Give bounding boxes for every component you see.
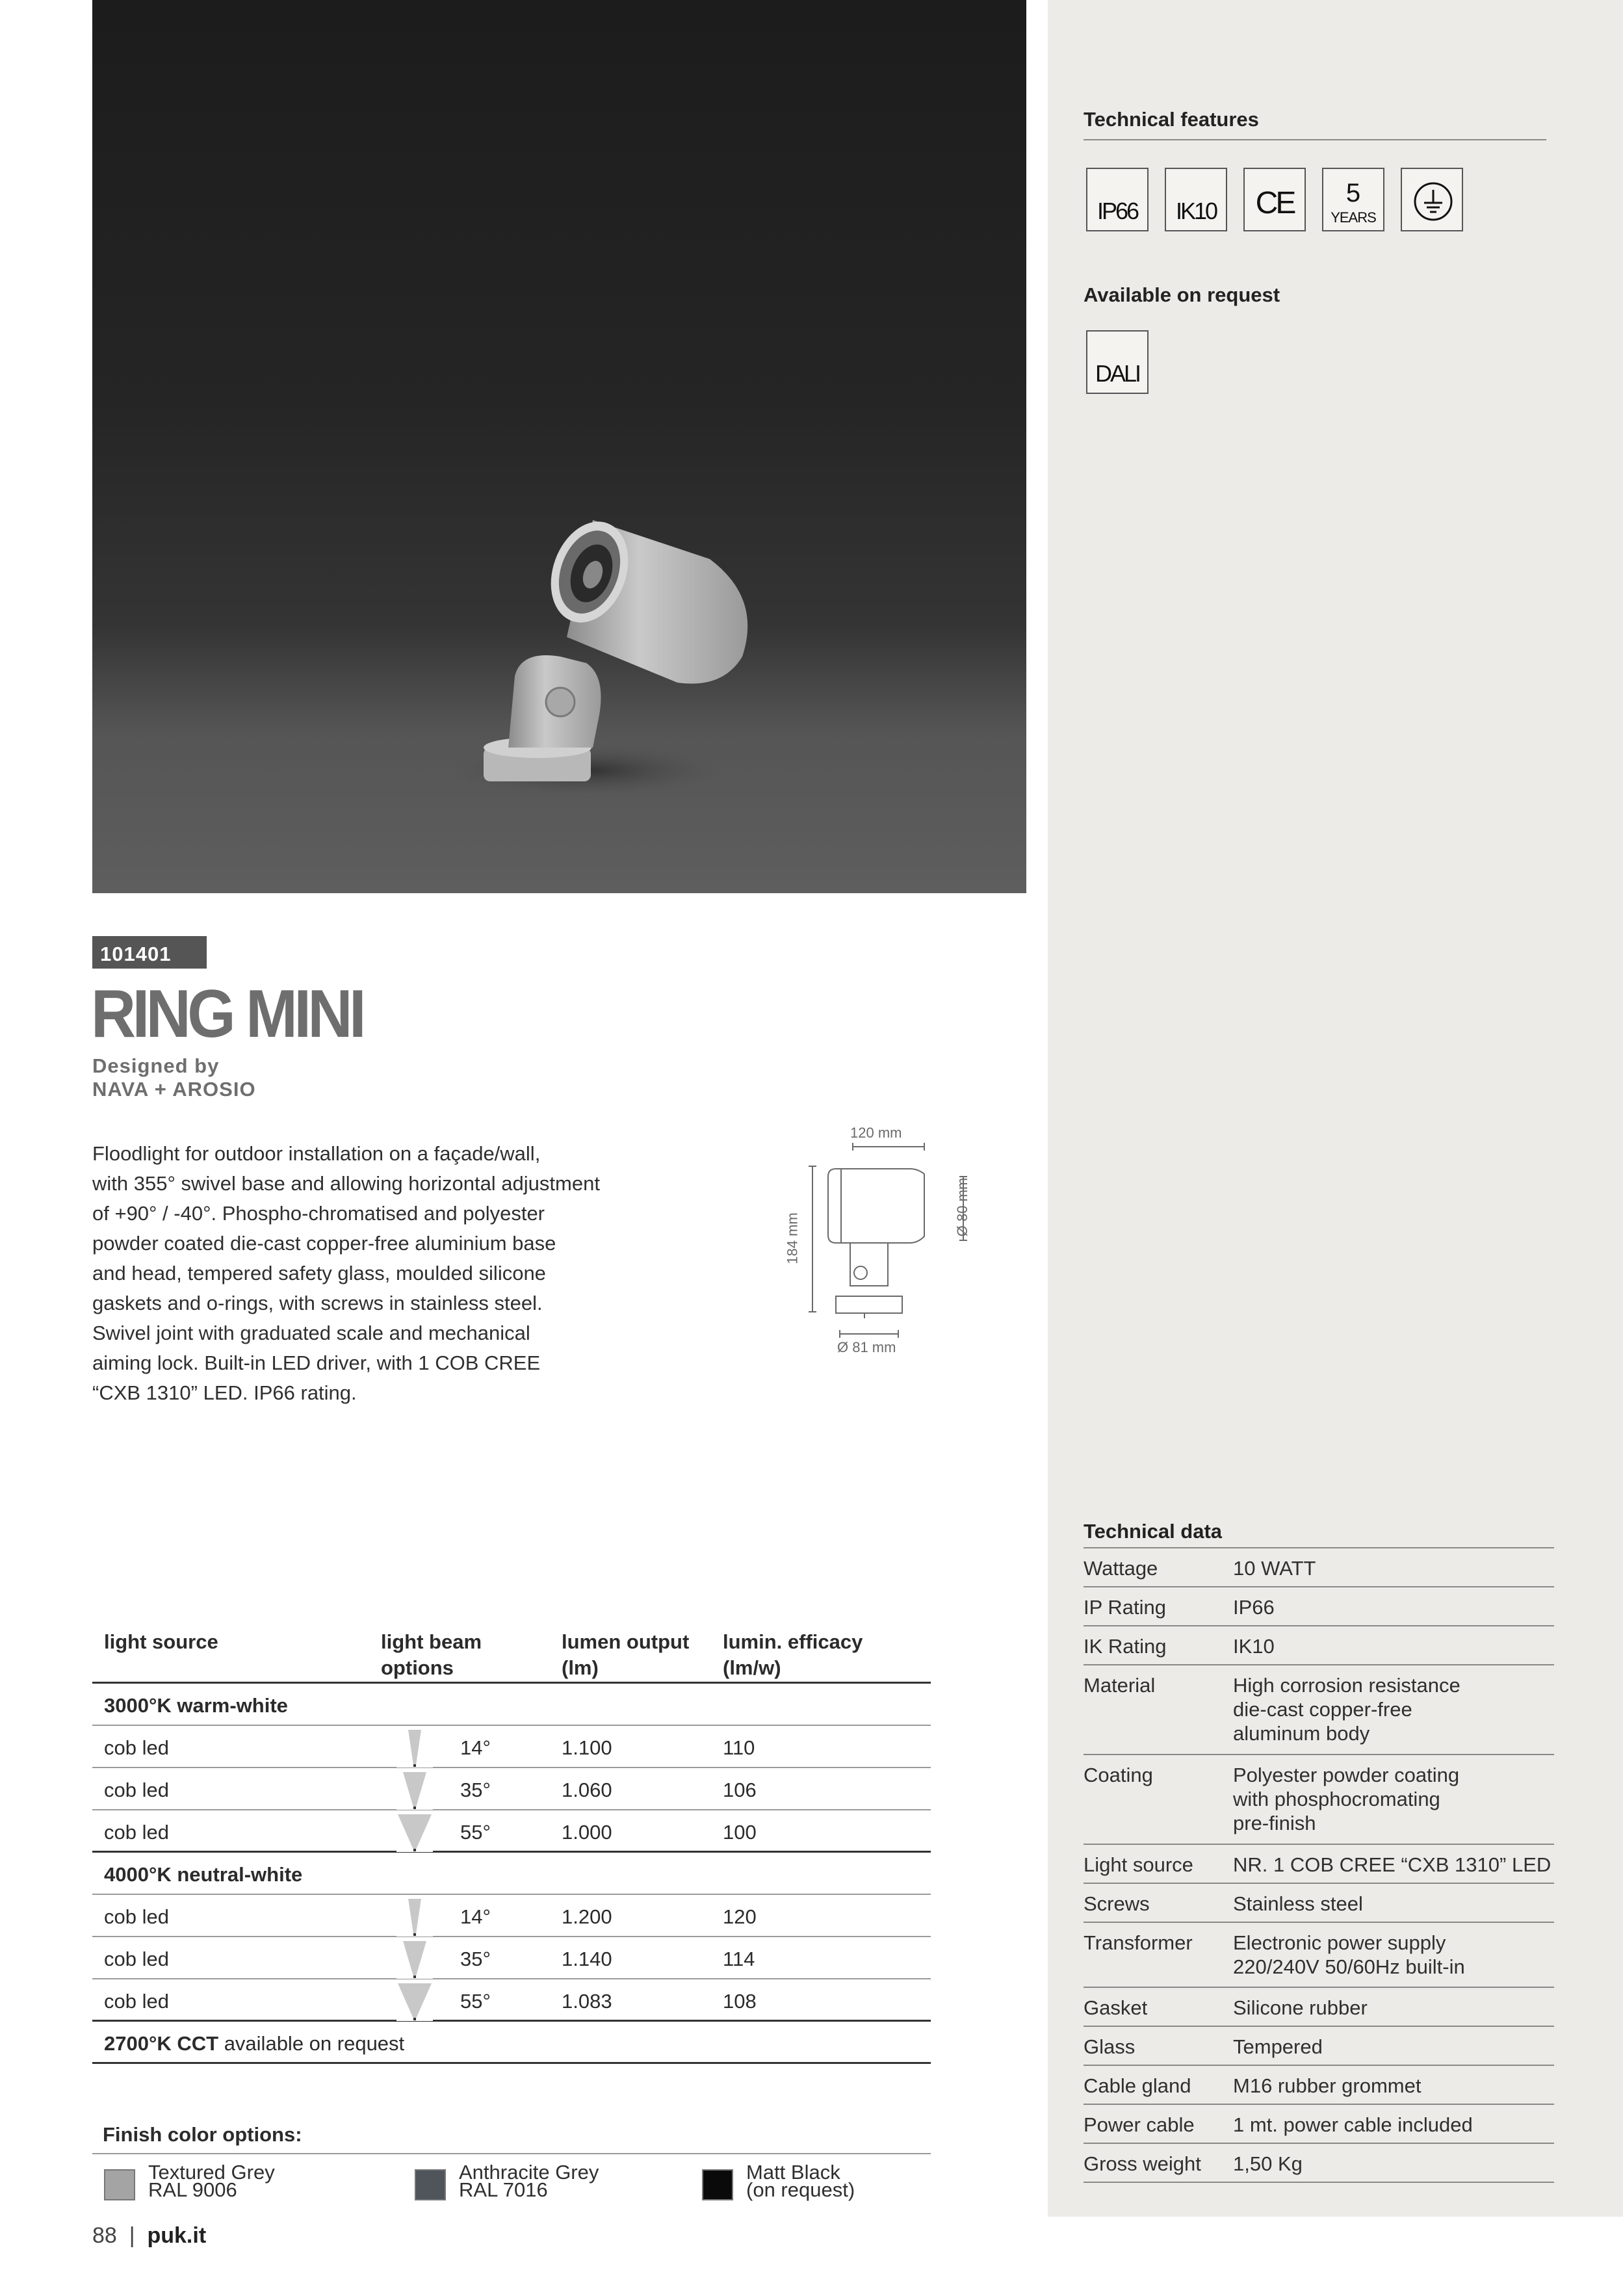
technical-data-row — [1084, 1923, 1554, 1988]
technical-data-value — [1233, 1763, 1554, 1835]
lumen-cell: 1.200 — [562, 1905, 612, 1928]
technical-data-value-line: NR. 1 COB CREE “CXB 1310” LED — [1233, 1853, 1552, 1876]
table-row — [92, 1895, 931, 1937]
designer-names: NAVA + AROSIO — [92, 1078, 256, 1101]
technical-data-value-line: 1 mt. power cable included — [1233, 2113, 1473, 2136]
technical-data-value — [1233, 2035, 1554, 2059]
technical-data-value-line: Polyester powder coating — [1233, 1764, 1460, 1786]
beam-angle-cell: 14° — [460, 1736, 491, 1759]
technical-data-row — [1084, 2144, 1554, 2183]
efficacy-cell: 120 — [723, 1905, 757, 1928]
description-line: of +90° / -40°. Phospho-chromatised and polyester — [92, 1202, 545, 1225]
technical-data-value — [1233, 1853, 1554, 1877]
group-row — [92, 1853, 931, 1895]
protective-earth-icon — [1401, 168, 1463, 231]
technical-data-value — [1233, 2152, 1554, 2176]
efficacy-cell: 100 — [723, 1821, 757, 1844]
warranty-years-number: 5 — [1345, 179, 1361, 207]
dimension-sketch — [773, 1118, 981, 1365]
technical-data-key: Wattage — [1084, 1557, 1158, 1580]
cct-note-bold: 2700°K CCT — [104, 2032, 219, 2055]
lumen-cell: 1.100 — [562, 1736, 612, 1759]
technical-data-value-line: 220/240V 50/60Hz built-in — [1233, 1955, 1465, 1978]
table-row — [92, 1810, 931, 1853]
description-line: aiming lock. Built-in LED driver, with 1 COB CREE — [92, 1351, 541, 1374]
technical-data-value — [1233, 1634, 1554, 1658]
light-beam-icon — [396, 1941, 433, 1979]
lumen-cell: 1.083 — [562, 1990, 612, 2013]
technical-data-key: Coating — [1084, 1764, 1153, 1786]
technical-data-value — [1233, 1673, 1554, 1745]
table-row — [92, 1768, 931, 1810]
finish-option-text — [459, 2161, 599, 2201]
floodlight-illustration — [92, 0, 1026, 893]
group-label: 3000°K warm-white — [104, 1694, 288, 1717]
technical-data-value-line: aluminum body — [1233, 1722, 1370, 1745]
designed-by-label: Designed by — [92, 1054, 220, 1077]
ce-mark-icon — [1243, 168, 1306, 231]
technical-data-row — [1084, 1587, 1554, 1626]
description-line: gaskets and o-rings, with screws in stainless steel. — [92, 1292, 543, 1314]
table-note-row — [92, 2022, 931, 2064]
table-row — [92, 1726, 931, 1768]
beam-angle-cell: 55° — [460, 1990, 491, 2013]
technical-data-key: IK Rating — [1084, 1635, 1167, 1658]
product-code: 101401 — [92, 936, 207, 969]
description-line: powder coated die-cast copper-free aluminium base — [92, 1232, 556, 1255]
product-photo — [92, 0, 1026, 893]
finish-title: Finish color options: — [103, 2123, 302, 2146]
light-beam-icon — [396, 1772, 433, 1810]
technical-data-row — [1084, 2066, 1554, 2105]
description-line: “CXB 1310” LED. IP66 rating. — [92, 1381, 357, 1404]
ip66-icon — [1086, 168, 1149, 231]
technical-data-key: Power cable — [1084, 2113, 1195, 2136]
technical-data-key: Material — [1084, 1674, 1156, 1697]
finish-code: (on request) — [746, 2178, 855, 2201]
technical-data-value — [1233, 2113, 1554, 2137]
website-link[interactable]: puk.it — [147, 2223, 207, 2248]
available-on-request-title: Available on request — [1084, 283, 1280, 306]
light-source-cell: cob led — [104, 1990, 169, 2013]
product-name: RING MINI — [91, 976, 363, 1052]
technical-data-row — [1084, 1626, 1554, 1665]
light-source-table — [92, 1619, 931, 2064]
swatch-textured-grey — [104, 2169, 135, 2200]
height-label: 184 mm — [784, 1212, 801, 1264]
light-beam-icon — [396, 1814, 433, 1852]
technical-data-value — [1233, 1556, 1554, 1580]
col-light-source: light source — [104, 1630, 218, 1653]
designer-credit — [92, 1054, 256, 1101]
light-source-cell: cob led — [104, 1736, 169, 1759]
technical-data-key: Glass — [1084, 2035, 1136, 2058]
technical-data-table — [1084, 1548, 1554, 2183]
technical-data-row — [1084, 2027, 1554, 2066]
technical-data-key: Gross weight — [1084, 2152, 1201, 2175]
footer-separator: | — [129, 2223, 135, 2248]
head-diameter-label: Ø 80 mm — [954, 1177, 971, 1237]
technical-data-value-line: 10 WATT — [1233, 1557, 1316, 1580]
lumen-cell: 1.060 — [562, 1779, 612, 1801]
technical-data-key: IP Rating — [1084, 1596, 1166, 1619]
light-beam-icon — [396, 1983, 433, 2021]
technical-data-value-line: Electronic power supply — [1233, 1931, 1446, 1954]
page-footer — [92, 2223, 206, 2249]
ik10-icon — [1165, 168, 1227, 231]
table-header — [92, 1619, 931, 1684]
light-source-cell: cob led — [104, 1948, 169, 1970]
lumen-cell: 1.140 — [562, 1948, 612, 1970]
col-efficacy: lumin. efficacy (lm/w) — [723, 1630, 863, 1679]
technical-data-value-line: M16 rubber grommet — [1233, 2074, 1422, 2097]
description-line: with 355° swivel base and allowing horizontal adjustment — [92, 1172, 600, 1195]
warranty-years-label: YEARS — [1331, 209, 1376, 226]
description-line: Floodlight for outdoor installation on a façade/wall, — [92, 1142, 541, 1165]
technical-data-row — [1084, 1755, 1554, 1845]
technical-data-value-line: Tempered — [1233, 2035, 1323, 2058]
finish-name: Textured Grey — [148, 2161, 275, 2184]
dali-icon — [1086, 330, 1149, 394]
beam-angle-cell: 55° — [460, 1821, 491, 1844]
efficacy-cell: 106 — [723, 1779, 757, 1801]
table-row — [92, 1937, 931, 1979]
technical-data-key: Gasket — [1084, 1996, 1148, 2019]
beam-angle-cell: 35° — [460, 1779, 491, 1801]
technical-data-row — [1084, 1884, 1554, 1923]
technical-data-value — [1233, 2074, 1554, 2098]
width-label: 120 mm — [850, 1125, 902, 1141]
technical-data-value — [1233, 1892, 1554, 1916]
description-line: Swivel joint with graduated scale and mechanical — [92, 1322, 530, 1344]
ip66-label: IP66 — [1097, 198, 1138, 224]
technical-data-value-line: pre-finish — [1233, 1812, 1316, 1834]
features-divider — [1084, 139, 1546, 140]
light-beam-icon — [396, 1899, 433, 1937]
col-lumen-output: lumen output (lm) — [562, 1630, 690, 1679]
cct-note-text: available on request — [218, 2032, 405, 2055]
technical-data-value-line: Silicone rubber — [1233, 1996, 1368, 2019]
dimension-drawing — [773, 1118, 981, 1365]
cct-note — [104, 2032, 404, 2055]
ce-label: CE — [1255, 186, 1294, 220]
technical-data-row — [1084, 1988, 1554, 2027]
product-description — [92, 1139, 690, 1408]
technical-data-row — [1084, 1548, 1554, 1587]
efficacy-cell: 114 — [723, 1948, 755, 1970]
technical-data-key: Transformer — [1084, 1931, 1193, 1954]
light-beam-icon — [396, 1730, 433, 1768]
technical-data-row — [1084, 1665, 1554, 1755]
finish-name: Anthracite Grey — [459, 2161, 599, 2184]
base-diameter-label: Ø 81 mm — [837, 1339, 896, 1355]
technical-data-value — [1233, 1996, 1554, 2020]
page-number: 88 — [92, 2223, 117, 2248]
technical-data-value-line: Stainless steel — [1233, 1892, 1363, 1915]
description-line: and head, tempered safety glass, moulded silicone — [92, 1262, 546, 1285]
technical-data-row — [1084, 1845, 1554, 1884]
group-label: 4000°K neutral-white — [104, 1863, 303, 1886]
finish-option-text — [148, 2161, 275, 2201]
finish-name: Matt Black — [746, 2161, 840, 2184]
technical-data-value-line: 1,50 Kg — [1233, 2152, 1303, 2175]
light-source-cell: cob led — [104, 1779, 169, 1801]
ik10-label: IK10 — [1175, 198, 1217, 224]
technical-data-value-line: High corrosion resistance — [1233, 1674, 1461, 1697]
technical-data-title: Technical data — [1084, 1520, 1223, 1543]
swatch-anthracite-grey — [415, 2169, 446, 2200]
technical-features-title: Technical features — [1084, 108, 1259, 131]
light-source-cell: cob led — [104, 1905, 169, 1928]
technical-data-value — [1233, 1595, 1554, 1619]
finish-divider — [92, 2153, 931, 2154]
finish-option-text — [746, 2161, 855, 2201]
finish-code: RAL 9006 — [148, 2178, 237, 2201]
finish-code: RAL 7016 — [459, 2178, 548, 2201]
swatch-matt-black — [702, 2169, 733, 2200]
beam-angle-cell: 14° — [460, 1905, 491, 1928]
technical-data-value — [1233, 1931, 1554, 1979]
group-row — [92, 1684, 931, 1726]
technical-data-value-line: IP66 — [1233, 1596, 1275, 1619]
technical-data-value-line: die-cast copper-free — [1233, 1698, 1412, 1721]
technical-data-key: Screws — [1084, 1892, 1150, 1915]
earth-symbol — [1402, 169, 1464, 233]
technical-data-key: Light source — [1084, 1853, 1193, 1876]
efficacy-cell: 108 — [723, 1990, 757, 2013]
col-beam-options: light beam options — [381, 1630, 482, 1679]
efficacy-cell: 110 — [723, 1736, 755, 1759]
technical-data-value-line: IK10 — [1233, 1635, 1275, 1658]
dali-label: DALI — [1095, 360, 1140, 387]
table-row — [92, 1979, 931, 2022]
technical-data-key: Cable gland — [1084, 2074, 1191, 2097]
light-source-cell: cob led — [104, 1821, 169, 1844]
five-years-warranty-icon — [1322, 168, 1384, 231]
technical-data-row — [1084, 2105, 1554, 2144]
technical-data-value-line: with phosphocromating — [1233, 1788, 1440, 1810]
beam-angle-cell: 35° — [460, 1948, 491, 1970]
lumen-cell: 1.000 — [562, 1821, 612, 1844]
